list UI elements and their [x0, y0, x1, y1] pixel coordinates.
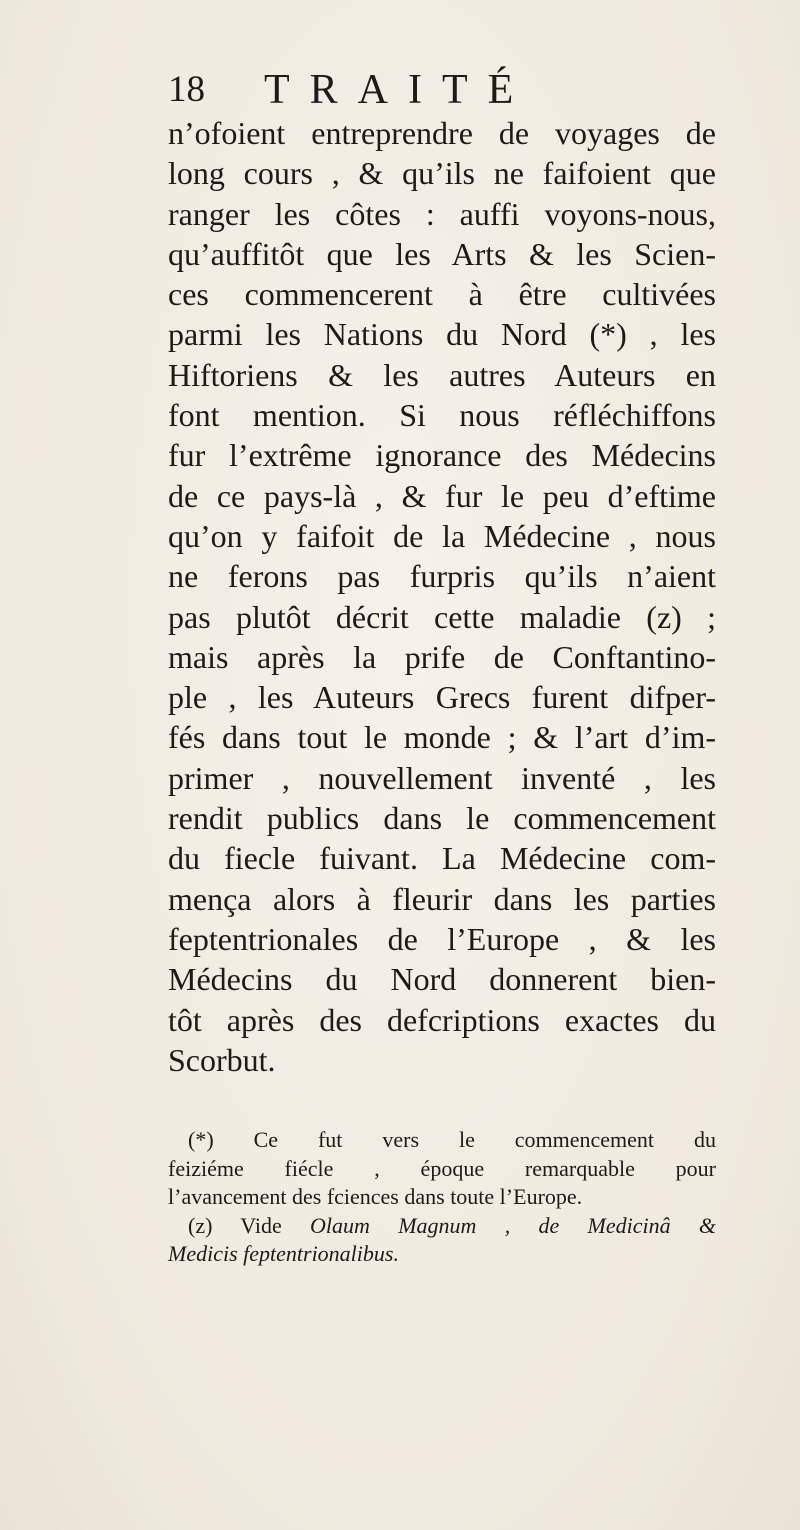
text-line: pas plutôt décrit cette maladie (z) ;	[168, 598, 716, 635]
text-line: ranger les côtes : auffi voyons-nous,	[168, 195, 716, 232]
text-line: Médecins du Nord donnerent bien-	[168, 961, 716, 998]
page-header	[168, 66, 628, 116]
text-line: feptentrionales de l’Europe , & les	[168, 920, 716, 957]
body-text	[168, 113, 716, 1080]
text-line: font mention. Si nous réfléchiffons	[168, 397, 716, 434]
text-line: tôt après des defcriptions exactes du	[168, 1001, 716, 1038]
running-title: TRAITÉ	[264, 67, 534, 113]
footnote-z-marker: (z) Vide	[188, 1212, 282, 1238]
text-line: ne ferons pas furpris qu’ils n’aient	[168, 558, 716, 595]
text-line: fés dans tout le monde ; & l’art d’im-	[168, 719, 716, 756]
footnote-star-line: l’avancement des fciences dans toute l’Europe.	[168, 1184, 583, 1209]
text-line: ces commencerent à être cultivées	[168, 276, 716, 313]
footnote-star-line: feiziéme fiécle , époque remarquable pour	[168, 1155, 716, 1181]
text-line: primer , nouvellement inventé , les	[168, 759, 716, 796]
footnote-z-line: Medicis feptentrionalibus.	[168, 1241, 399, 1266]
text-line: n’ofoient entreprendre de voyages de	[168, 115, 716, 151]
text-line: de ce pays-là , & fur le peu d’eftime	[168, 477, 716, 514]
footnote-star-line: (*) Ce fut vers le commencement du	[188, 1127, 716, 1152]
text-line: du fiecle fuivant. La Médecine com-	[168, 840, 716, 877]
text-line: rendit publics dans le commencement	[168, 800, 716, 837]
footnote-z-line	[168, 1212, 716, 1241]
text-line: fur l’extrême ignorance des Médecins	[168, 437, 716, 474]
footnotes	[168, 1126, 716, 1269]
text-line: mença alors à fleurir dans les parties	[168, 880, 716, 917]
text-line: Scorbut.	[168, 1041, 276, 1078]
text-line: qu’on y faifoit de la Médecine , nous	[168, 517, 716, 554]
footnote-z-citation: Olaum Magnum , de Medicinâ &	[310, 1212, 716, 1238]
text-line: Hiftoriens & les autres Auteurs en	[168, 356, 716, 393]
text-line: qu’auffitôt que les Arts & les Scien-	[168, 235, 716, 272]
page-number: 18	[168, 69, 205, 110]
text-line: parmi les Nations du Nord (*) , les	[168, 316, 716, 353]
text-line: mais après la prife de Conftantino-	[168, 638, 716, 675]
text-line: ple , les Auteurs Grecs furent difper-	[168, 679, 716, 716]
text-line: long cours , & qu’ils ne faifoient que	[168, 155, 716, 192]
